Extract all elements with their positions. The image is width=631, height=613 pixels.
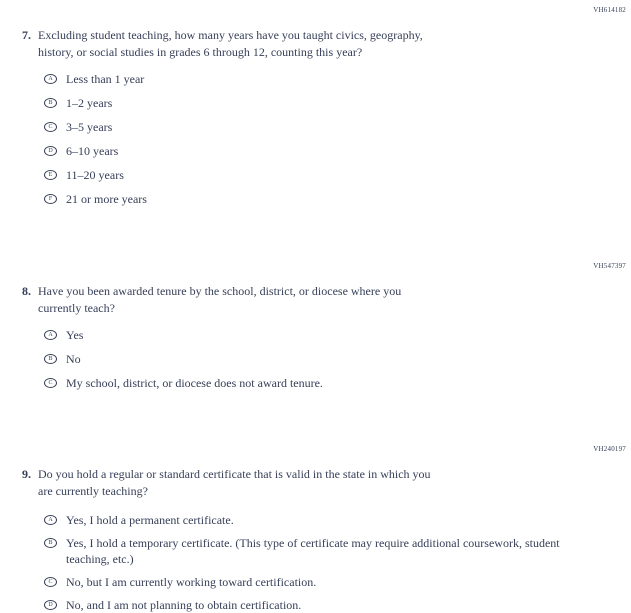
answer-option-b[interactable] <box>44 351 631 367</box>
item-code: VH547397 <box>593 262 626 270</box>
answer-option-d[interactable] <box>44 143 631 159</box>
question-text <box>38 27 423 61</box>
answer-bubble-icon[interactable] <box>44 515 57 525</box>
question-text <box>38 283 401 317</box>
answer-options <box>44 512 631 613</box>
answer-bubble-icon[interactable] <box>44 354 57 364</box>
answer-bubble-icon[interactable] <box>44 577 57 587</box>
answer-option-label: Yes, I hold a temporary certificate. (This type of certificate may require additional coursework, student teaching, etc.) <box>66 536 560 566</box>
bubble-letter: F <box>48 196 53 202</box>
bubble-letter: B <box>48 540 53 546</box>
bubble-letter: D <box>48 602 53 608</box>
answer-option-a[interactable] <box>44 327 631 343</box>
question-text-line: Do you hold a regular or standard certificate that is valid in the state in which you <box>38 467 431 481</box>
question-text-line: Have you been awarded tenure by the school, district, or diocese where you <box>38 284 402 298</box>
bubble-letter: B <box>48 100 53 106</box>
answer-bubble-icon[interactable] <box>44 538 57 548</box>
bubble-letter: C <box>48 124 53 130</box>
question-7 <box>22 27 631 61</box>
answer-option-label: 6–10 years <box>66 144 119 158</box>
bubble-letter: A <box>48 76 53 82</box>
answer-option-f[interactable] <box>44 191 631 207</box>
question-9 <box>22 466 631 500</box>
answer-option-label: No, and I am not planning to obtain certification. <box>66 598 302 612</box>
question-number: 9. <box>22 467 31 481</box>
question-text-line: Excluding student teaching, how many years have you taught civics, geography, <box>38 28 423 42</box>
item-code: VH240197 <box>593 445 626 453</box>
answer-bubble-icon[interactable] <box>44 122 57 132</box>
question-7-section <box>0 0 631 207</box>
question-text <box>38 466 431 500</box>
question-8 <box>22 283 631 317</box>
answer-option-b[interactable] <box>44 95 631 111</box>
answer-bubble-icon[interactable] <box>44 194 57 204</box>
answer-options <box>44 327 631 391</box>
answer-option-label: 1–2 years <box>66 96 113 110</box>
answer-option-d[interactable] <box>44 597 631 613</box>
bubble-letter: A <box>48 332 53 338</box>
answer-option-label: Yes <box>66 328 84 342</box>
bubble-letter: A <box>48 517 53 523</box>
item-code: VH614182 <box>593 6 626 14</box>
answer-option-b[interactable] <box>44 535 631 567</box>
answer-option-label: No <box>66 352 81 366</box>
question-text-line: are currently teaching? <box>38 484 148 498</box>
answer-option-label: Less than 1 year <box>66 72 145 86</box>
answer-bubble-icon[interactable] <box>44 600 57 610</box>
answer-bubble-icon[interactable] <box>44 74 57 84</box>
answer-option-c[interactable] <box>44 375 631 391</box>
bubble-letter: D <box>48 148 53 154</box>
answer-option-c[interactable] <box>44 119 631 135</box>
bubble-letter: C <box>48 380 53 386</box>
answer-option-label: 21 or more years <box>66 192 147 206</box>
answer-bubble-icon[interactable] <box>44 146 57 156</box>
bubble-letter: B <box>48 356 53 362</box>
answer-bubble-icon[interactable] <box>44 378 57 388</box>
answer-bubble-icon[interactable] <box>44 170 57 180</box>
question-9-section <box>0 445 631 613</box>
answer-option-a[interactable] <box>44 512 631 528</box>
answer-bubble-icon[interactable] <box>44 98 57 108</box>
answer-option-label: 3–5 years <box>66 120 113 134</box>
answer-option-c[interactable] <box>44 574 631 590</box>
answer-option-e[interactable] <box>44 167 631 183</box>
answer-option-a[interactable] <box>44 71 631 87</box>
question-number: 7. <box>22 28 31 42</box>
answer-option-label: My school, district, or diocese does not award tenure. <box>66 376 323 390</box>
answer-bubble-icon[interactable] <box>44 330 57 340</box>
bubble-letter: C <box>48 579 53 585</box>
answer-option-label: 11–20 years <box>66 168 124 182</box>
bubble-letter: E <box>48 172 53 178</box>
answer-option-label: Yes, I hold a permanent certificate. <box>66 513 234 527</box>
question-number: 8. <box>22 284 31 298</box>
answer-options <box>44 71 631 207</box>
question-8-section <box>0 262 631 391</box>
answer-option-label: No, but I am currently working toward certification. <box>66 575 317 589</box>
question-text-line: history, or social studies in grades 6 through 12, counting this year? <box>38 45 363 59</box>
question-text-line: currently teach? <box>38 301 115 315</box>
